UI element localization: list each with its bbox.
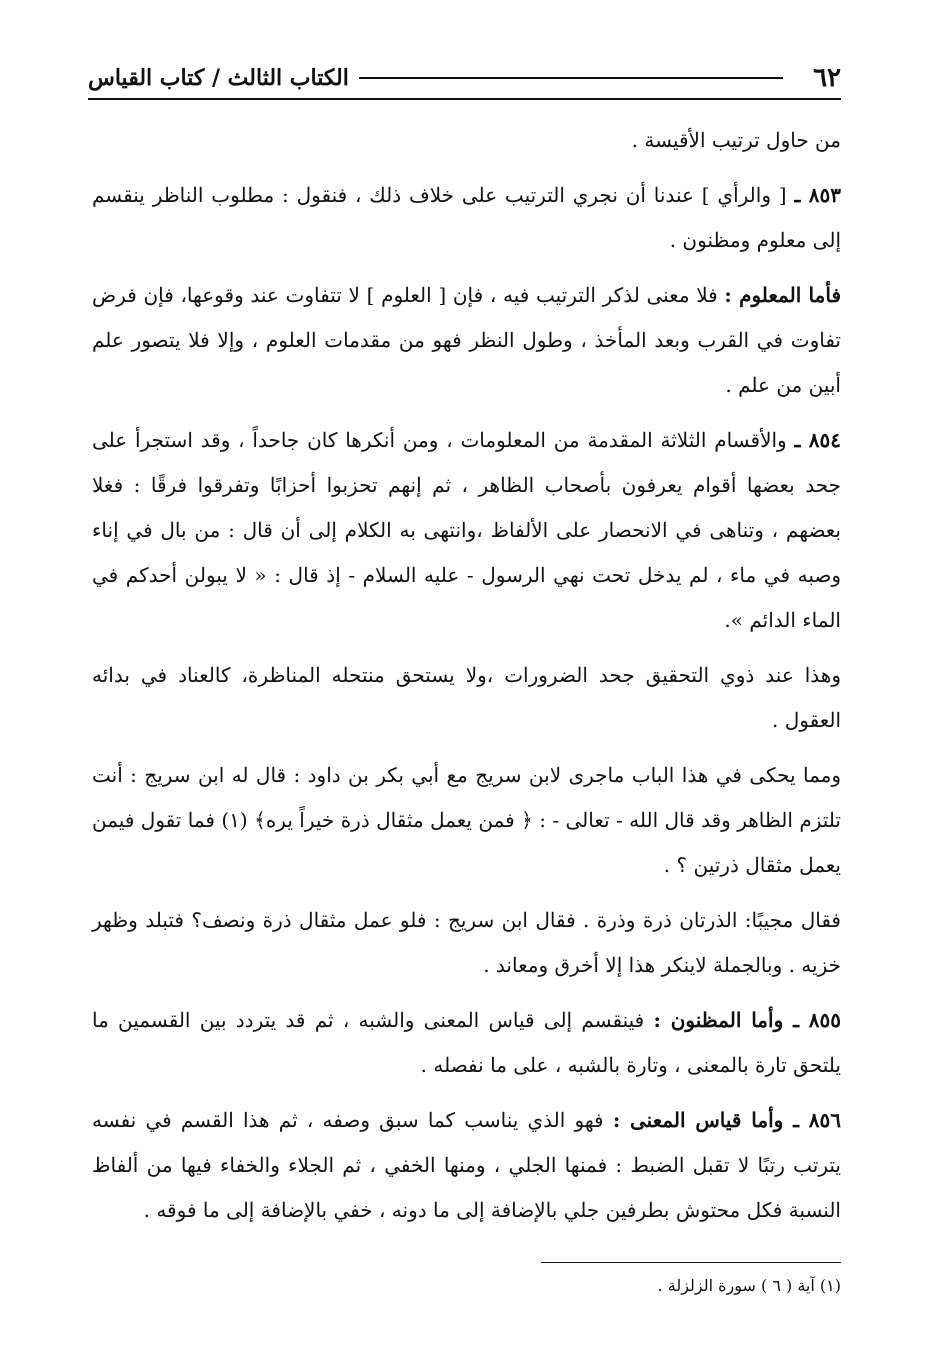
paragraph: ٨٥٣ ـ [ والرأي ] عندنا أن نجري الترتيب على خلاف ذلك ، فنقول : مطلوب الناظر ينقسم إلى معلوم ومظنون . [92,183,842,252]
paragraph: ومما يحكى في هذا الباب ماجرى لابن سريج مع أبي بكر بن داود : قال له ابن سريج : أنت تلتزم الظاهر وقد قال الله - تعالى - : ﴿ فمن يعمل مثقال ذرة خيراً يره﴾ (١) فما تقول فيمن يعمل مثقال ذرتين ؟ . [92,763,841,877]
footnote-separator [541,1262,841,1263]
paragraph: وهذا عند ذوي التحقيق جحد الضرورات ،ولا يستحق منتحله المناظرة، كالعناد في بدائه العقول . [92,663,841,732]
paragraph: ٨٥٦ ـ وأما قياس المعنى : فهو الذي يناسب كما سبق وصفه ، ثم هذا القسم في نفسه يترتب رتبًا لا تقبل الضبط : فمنها الجلي ، ومنها الخفي ، ثم الجلاء والخفاء فيها من ألفاظ النسبة فكل محتوش بطرفين جلي بالإضافة إلى ما دونه ، خفي بالإضافة إلى ما فوقه . [92,1108,842,1222]
header-rule [359,77,783,79]
footnote: (١) آية ( ٦ ) سورة الزلزلة . [657,1276,841,1295]
running-title: الكتاب الثالث / كتاب القياس [88,65,349,91]
page-number: ٦٢ [813,63,841,93]
paragraph: من حاول ترتيب الأقيسة . [631,128,841,152]
paragraph: ٨٥٤ ـ والأقسام الثلاثة المقدمة من المعلومات ، ومن أنكرها كان جاحداً ، وقد استجرأ على جحد بعضها أقوام يعرفون بأصحاب الظاهر ، ثم إنهم تحزبوا أحزابًا وتفرقوا فرقًا : فغلا بعضهم ، وتناهى في الانحصار على الألفاظ ،وانتهى به الكلام إلى أن قال : من بال في إناء وصبه في ماء ، لم يدخل تحت نهي الرسول - عليه السلام - إذ قال : « لا يبولن أحدكم في الماء الدائم ». [92,428,841,632]
page-header [88,58,841,100]
paragraph: فأما المعلوم : فلا معنى لذكر الترتيب فيه ، فإن [ العلوم ] لا تتفاوت عند وقوعها، فإن فرض تفاوت في القرب وبعد المأخذ ، وطول النظر فهو من مقدمات العلوم ، وإلا فلا يتصور علم أبين من علم . [92,283,842,397]
paragraph: فقال مجيبًا: الذرتان ذرة وذرة . فقال ابن سريج : فلو عمل مثقال ذرة ونصف؟ فتبلد وظهر خزيه . وبالجملة لاينكر هذا إلا أخرق ومعاند . [92,908,841,977]
page-body [92,118,841,1243]
paragraph: ٨٥٥ ـ وأما المظنون : فينقسم إلى قياس المعنى والشبه ، ثم قد يتردد بين القسمين ما يلتحق تارة بالمعنى ، وتارة بالشبه ، على ما نفصله . [92,1008,841,1077]
